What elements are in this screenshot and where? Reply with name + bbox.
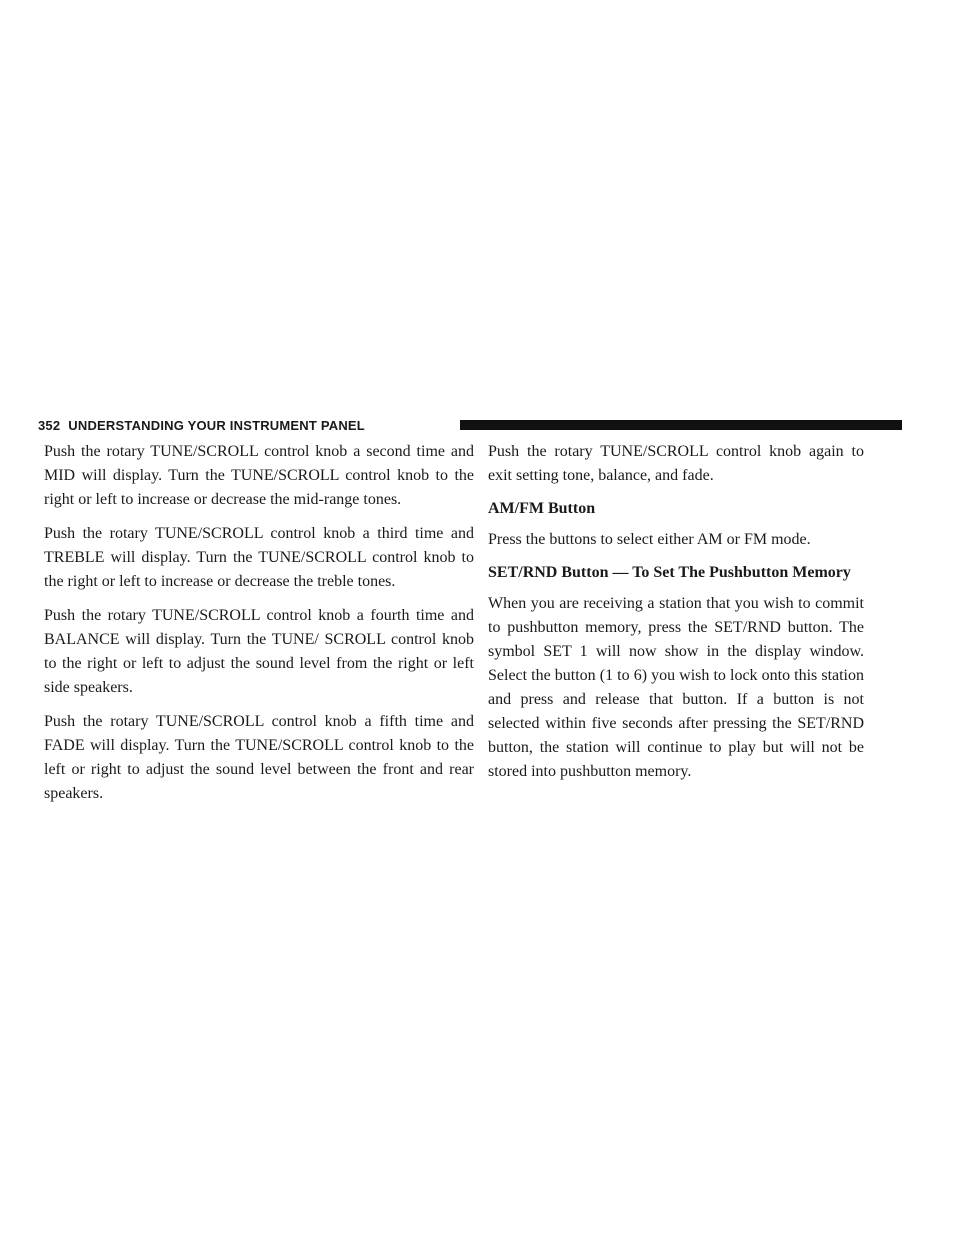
page-number: 352 (38, 418, 61, 433)
paragraph-treble: Push the rotary TUNE/SCROLL control knob a third time and TREBLE will display. Turn the TUNE/SCROLL control knob to the right or left to increase or decrease the treble tones. (44, 525, 474, 590)
header-rule-bar (460, 420, 902, 430)
right-column (488, 440, 864, 794)
paragraph-setrnd: When you are receiving a station that you wish to commit to pushbutton memory, press the SET/RND button. The symbol SET 1 will now show in the display window. Select the button (1 to 6) you wish to lock onto this station and press and release that button. If a button is not selected within five seconds after pressing the SET/RND button, the station will continue to play but will not be stored into pushbutton memory. (488, 595, 864, 780)
header-text (38, 418, 365, 434)
section-title: UNDERSTANDING YOUR INSTRUMENT PANEL (68, 418, 365, 433)
paragraph-mid: Push the rotary TUNE/SCROLL control knob a second time and MID will display. Turn the TUNE/SCROLL control knob to the right or left to increase or decrease the mid-range tones. (44, 443, 474, 508)
heading-setrnd-button: SET/RND Button — To Set The Pushbutton Memory (488, 564, 851, 581)
paragraph-exit-setting: Push the rotary TUNE/SCROLL control knob again to exit setting tone, balance, and fade. (488, 443, 864, 484)
heading-amfm-button: AM/FM Button (488, 500, 596, 517)
paragraph-fade: Push the rotary TUNE/SCROLL control knob a fifth time and FADE will display. Turn the TUNE/SCROLL control knob to the left or right to adjust the sound level between the front and rear speakers. (44, 713, 474, 802)
page-header (38, 416, 864, 438)
paragraph-balance: Push the rotary TUNE/SCROLL control knob a fourth time and BALANCE will display. Turn the TUNE/ SCROLL control knob to the right or left to adjust the sound level from the right or left side speakers. (44, 607, 474, 696)
left-column (44, 440, 474, 816)
paragraph-amfm: Press the buttons to select either AM or FM mode. (488, 531, 811, 548)
